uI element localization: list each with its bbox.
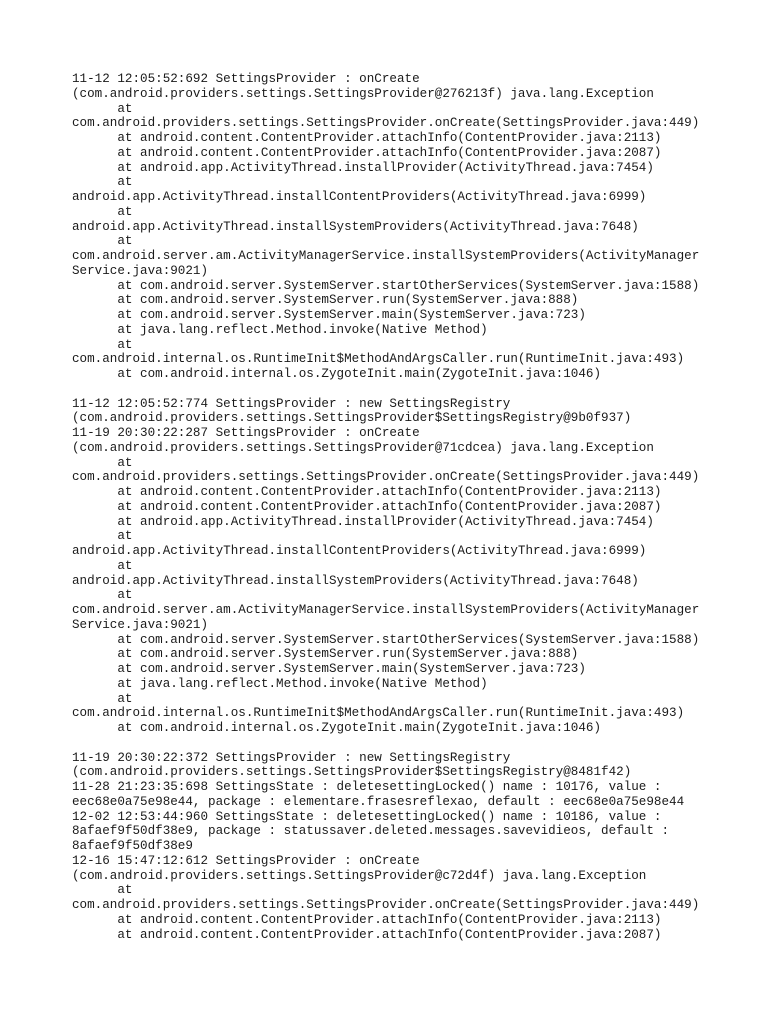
log-line: com.android.providers.settings.SettingsProvider.onCreate(SettingsProvider.java:449)	[72, 116, 700, 131]
log-line: at com.android.internal.os.ZygoteInit.main(ZygoteInit.java:1046)	[72, 721, 602, 735]
log-line: 11-12 12:05:52:774 SettingsProvider : new SettingsRegistry	[72, 396, 511, 411]
log-line: at android.content.ContentProvider.attachInfo(ContentProvider.java:2113)	[72, 485, 662, 499]
log-line: 8afaef9f50df38e9, package : statussaver.deleted.messages.savevidieos, default :	[72, 824, 670, 839]
log-line: at com.android.server.SystemServer.run(SystemServer.java:888)	[72, 293, 579, 308]
log-line: at	[72, 204, 133, 219]
log-line	[72, 382, 702, 397]
log-line: at android.content.ContentProvider.attachInfo(ContentProvider.java:2087)	[72, 927, 662, 942]
log-line: com.android.internal.os.RuntimeInit$MethodAndArgsCaller.run(RuntimeInit.java:493)	[72, 706, 685, 721]
log-line: at com.android.internal.os.ZygoteInit.main(ZygoteInit.java:1046)	[72, 367, 602, 381]
log-line: com.android.providers.settings.SettingsProvider.onCreate(SettingsProvider.java:449)	[72, 898, 700, 912]
log-line: 12-16 15:47:12:612 SettingsProvider : onCreate	[72, 853, 420, 868]
log-line: 11-28 21:23:35:698 SettingsState : deletesettingLocked() name : 10176, value :	[72, 780, 662, 794]
log-line: at android.content.ContentProvider.attachInfo(ContentProvider.java:2113)	[72, 131, 662, 145]
log-line: at	[72, 455, 133, 470]
log-line: at	[72, 588, 133, 603]
log-line: 12-02 12:53:44:960 SettingsState : deletesettingLocked() name : 10186, value :	[72, 809, 662, 824]
log-line: at	[72, 529, 133, 544]
log-line: com.android.server.am.ActivityManagerService.installSystemProviders(ActivityManager	[72, 249, 700, 263]
log-line: 11-19 20:30:22:372 SettingsProvider : new SettingsRegistry	[72, 750, 511, 765]
log-line	[72, 736, 702, 751]
log-line: android.app.ActivityThread.installContentProviders(ActivityThread.java:6999)	[72, 544, 647, 558]
log-line: 11-19 20:30:22:287 SettingsProvider : onCreate	[72, 426, 420, 440]
log-line: at java.lang.reflect.Method.invoke(Native Method)	[72, 322, 488, 337]
log-line: at java.lang.reflect.Method.invoke(Native Method)	[72, 676, 488, 691]
log-line: at android.content.ContentProvider.attachInfo(ContentProvider.java:2113)	[72, 912, 662, 927]
log-line: 11-12 12:05:52:692 SettingsProvider : onCreate	[72, 72, 420, 86]
log-line: android.app.ActivityThread.installContentProviders(ActivityThread.java:6999)	[72, 190, 647, 204]
log-line: at android.app.ActivityThread.installProvider(ActivityThread.java:7454)	[72, 514, 654, 529]
log-line: at android.content.ContentProvider.attachInfo(ContentProvider.java:2087)	[72, 145, 662, 160]
log-line: at	[72, 558, 133, 573]
log-line: (com.android.providers.settings.SettingsProvider$SettingsRegistry@9b0f937)	[72, 411, 632, 426]
log-line: Service.java:9021)	[72, 263, 209, 278]
log-line: (com.android.providers.settings.SettingsProvider@276213f) java.lang.Exception	[72, 86, 654, 101]
log-line: (com.android.providers.settings.SettingsProvider@71cdcea) java.lang.Exception	[72, 440, 654, 455]
log-line: at com.android.server.SystemServer.main(SystemServer.java:723)	[72, 662, 586, 676]
log-text-block	[72, 72, 702, 942]
log-line: android.app.ActivityThread.installSystemProviders(ActivityThread.java:7648)	[72, 573, 639, 588]
log-line: (com.android.providers.settings.SettingsProvider@c72d4f) java.lang.Exception	[72, 868, 647, 883]
log-line: Service.java:9021)	[72, 617, 209, 632]
log-line: at	[72, 175, 133, 190]
log-line: at	[72, 337, 133, 352]
log-line: com.android.internal.os.RuntimeInit$MethodAndArgsCaller.run(RuntimeInit.java:493)	[72, 352, 685, 367]
log-line: at	[72, 234, 133, 249]
log-line: at android.content.ContentProvider.attachInfo(ContentProvider.java:2087)	[72, 499, 662, 514]
log-line: at	[72, 101, 133, 116]
log-line: eec68e0a75e98e44, package : elementare.frasesreflexao, default : eec68e0a75e98e44	[72, 794, 685, 809]
log-line: at com.android.server.SystemServer.startOtherServices(SystemServer.java:1588)	[72, 278, 700, 293]
log-line: at android.app.ActivityThread.installProvider(ActivityThread.java:7454)	[72, 160, 654, 175]
log-line: at com.android.server.SystemServer.main(SystemServer.java:723)	[72, 308, 586, 322]
log-line: at	[72, 883, 133, 898]
log-line: com.android.providers.settings.SettingsProvider.onCreate(SettingsProvider.java:449)	[72, 470, 700, 485]
log-line: (com.android.providers.settings.SettingsProvider$SettingsRegistry@8481f42)	[72, 765, 632, 780]
log-line: android.app.ActivityThread.installSystemProviders(ActivityThread.java:7648)	[72, 219, 639, 234]
log-line: 8afaef9f50df38e9	[72, 839, 193, 853]
log-line: at com.android.server.SystemServer.startOtherServices(SystemServer.java:1588)	[72, 632, 700, 647]
log-line: at com.android.server.SystemServer.run(SystemServer.java:888)	[72, 647, 579, 662]
log-line: at	[72, 691, 133, 706]
log-line: com.android.server.am.ActivityManagerService.installSystemProviders(ActivityManager	[72, 603, 700, 617]
